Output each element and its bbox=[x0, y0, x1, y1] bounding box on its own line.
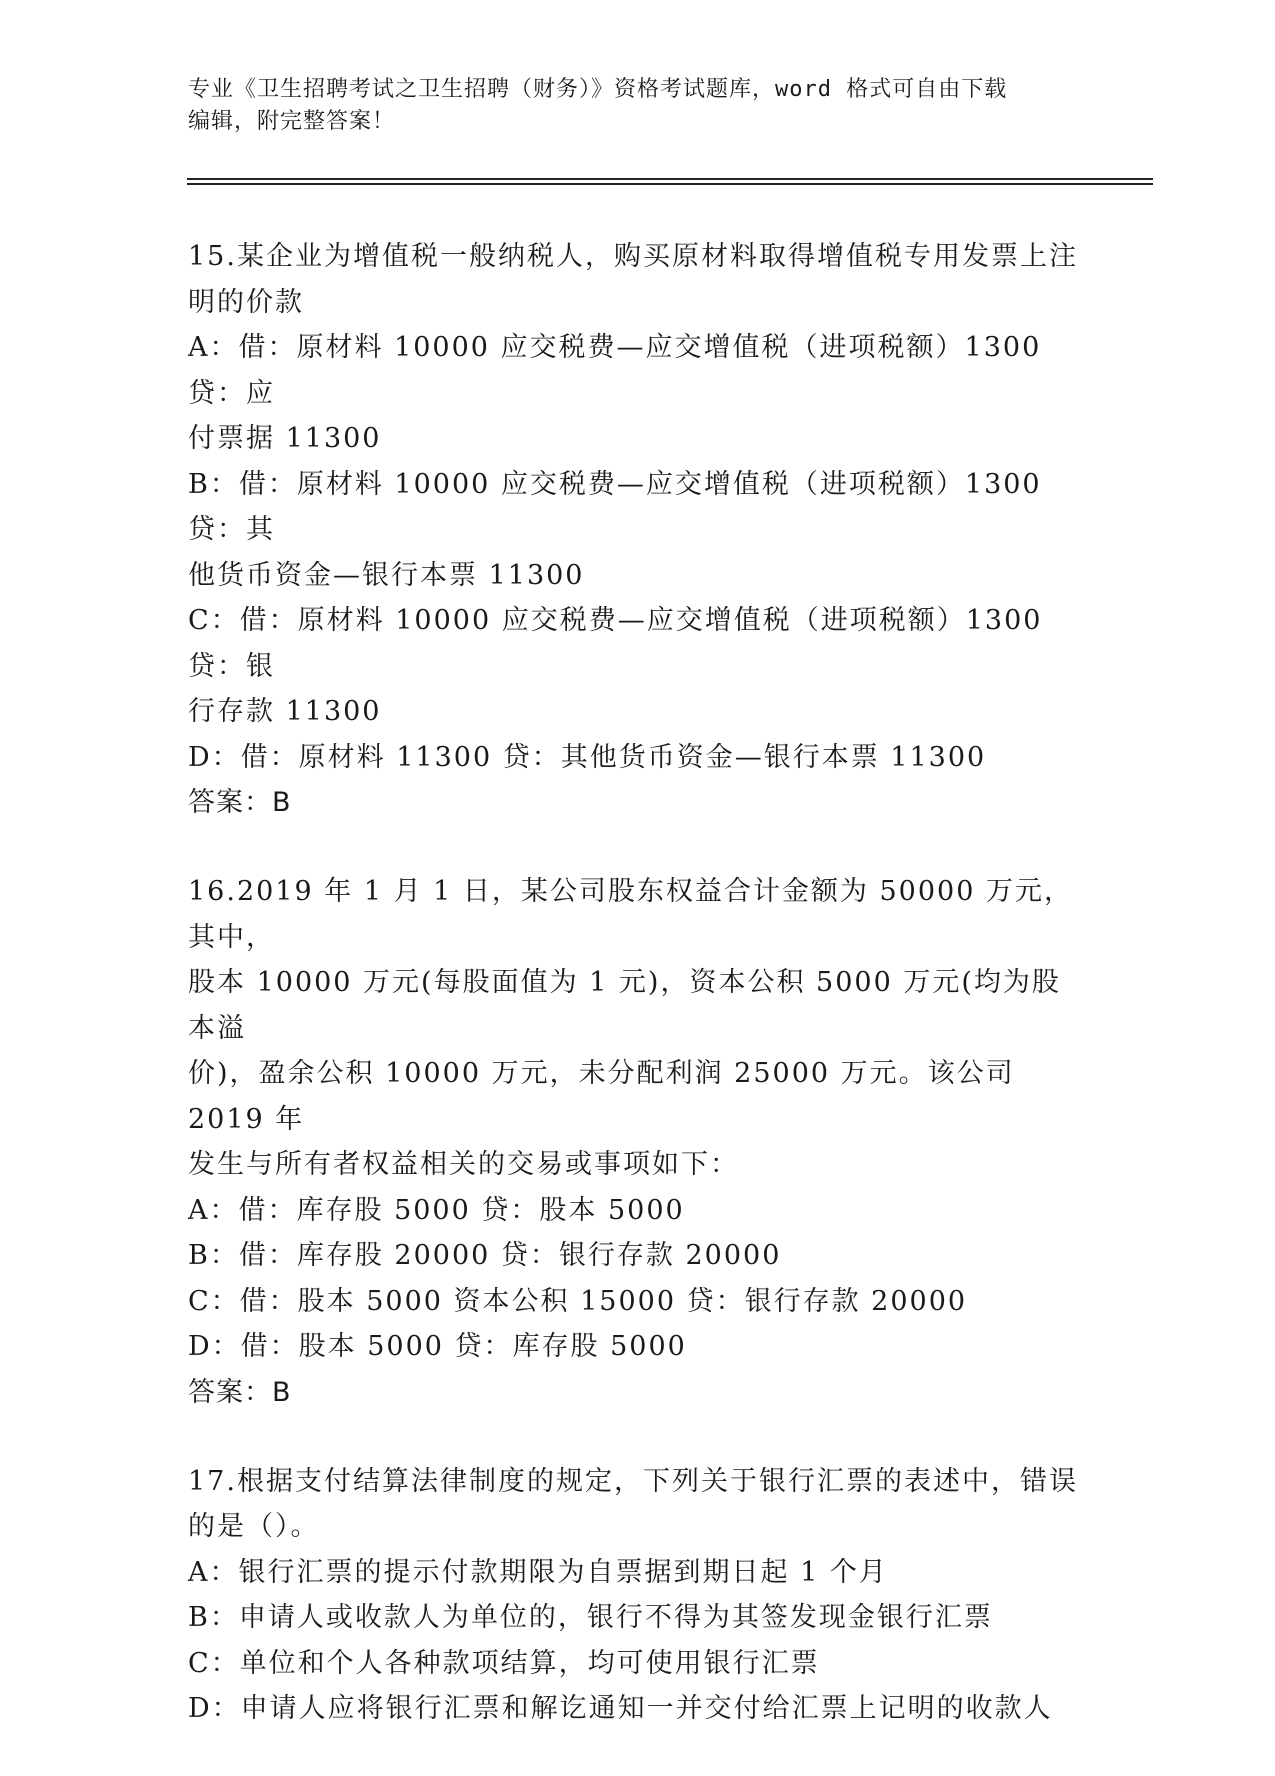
question-stem: 17.根据支付结算法律制度的规定，下列关于银行汇票的表述中，错误 bbox=[188, 1465, 1078, 1497]
question-list bbox=[188, 234, 1088, 1776]
option-b: B：借：原材料 10000 应交税费—应交增值税（进项税额）1300 贷：其 bbox=[188, 468, 1042, 545]
option-a: A：借：库存股 5000 贷：股本 5000 bbox=[188, 1194, 685, 1226]
option-a: A：借：原材料 10000 应交税费—应交增值税（进项税额）1300 贷：应 bbox=[188, 332, 1042, 409]
question-stem: 的是（）。 bbox=[188, 1511, 320, 1542]
option-c: C：借：股本 5000 资本公积 15000 贷：银行存款 20000 bbox=[188, 1285, 968, 1317]
question-17 bbox=[188, 1459, 1088, 1732]
answer-text: 答案：B bbox=[188, 1376, 292, 1408]
question-stem: 15.某企业为增值税一般纳税人，购买原材料取得增值税专用发票上注 bbox=[188, 241, 1078, 272]
option-b: B：申请人或收款人为单位的，银行不得为其签发现金银行汇票 bbox=[188, 1602, 993, 1633]
option-c: 行存款 11300 bbox=[188, 696, 382, 727]
question-stem: 16.2019 年 1 月 1 日，某公司股东权益合计金额为 50000 万元，其中， bbox=[188, 876, 1073, 953]
question-15 bbox=[188, 234, 1088, 825]
option-d: D：申请人应将银行汇票和解讫通知一并交付给汇票上记明的收款人 bbox=[188, 1693, 1053, 1724]
header-line-2: 编辑，附完整答案！ bbox=[188, 109, 396, 134]
option-a: A：银行汇票的提示付款期限为自票据到期日起 1 个月 bbox=[188, 1556, 888, 1588]
question-stem: 明的价款 bbox=[188, 286, 304, 318]
option-b: 他货币资金—银行本票 11300 bbox=[188, 559, 585, 591]
header-divider-bottom bbox=[187, 183, 1153, 185]
option-d: D：借：股本 5000 贷：库存股 5000 bbox=[188, 1331, 687, 1362]
option-c: C：单位和个人各种款项结算，均可使用银行汇票 bbox=[188, 1647, 820, 1679]
option-d: D：借：原材料 11300 贷：其他货币资金—银行本票 11300 bbox=[188, 741, 987, 773]
question-stem: 发生与所有者权益相关的交易或事项如下： bbox=[188, 1149, 739, 1180]
header-line-1: 专业《卫生招聘考试之卫生招聘（财务）》资格考试题库，word 格式可自由下载 bbox=[188, 77, 1008, 102]
option-b: B：借：库存股 20000 贷：银行存款 20000 bbox=[188, 1240, 782, 1271]
question-stem: 价)，盈余公积 10000 万元，未分配利润 25000 万元。该公司 2019 年 bbox=[188, 1058, 1015, 1135]
question-16 bbox=[188, 869, 1088, 1415]
answer-text: 答案：B bbox=[188, 787, 292, 818]
document-header bbox=[188, 74, 1088, 138]
option-c: C：借：原材料 10000 应交税费—应交增值税（进项税额）1300 贷：银 bbox=[188, 605, 1043, 682]
question-stem: 股本 10000 万元(每股面值为 1 元)，资本公积 5000 万元(均为股本溢 bbox=[188, 967, 1061, 1044]
option-a: 付票据 11300 bbox=[188, 423, 382, 454]
header-divider-top bbox=[187, 178, 1153, 180]
